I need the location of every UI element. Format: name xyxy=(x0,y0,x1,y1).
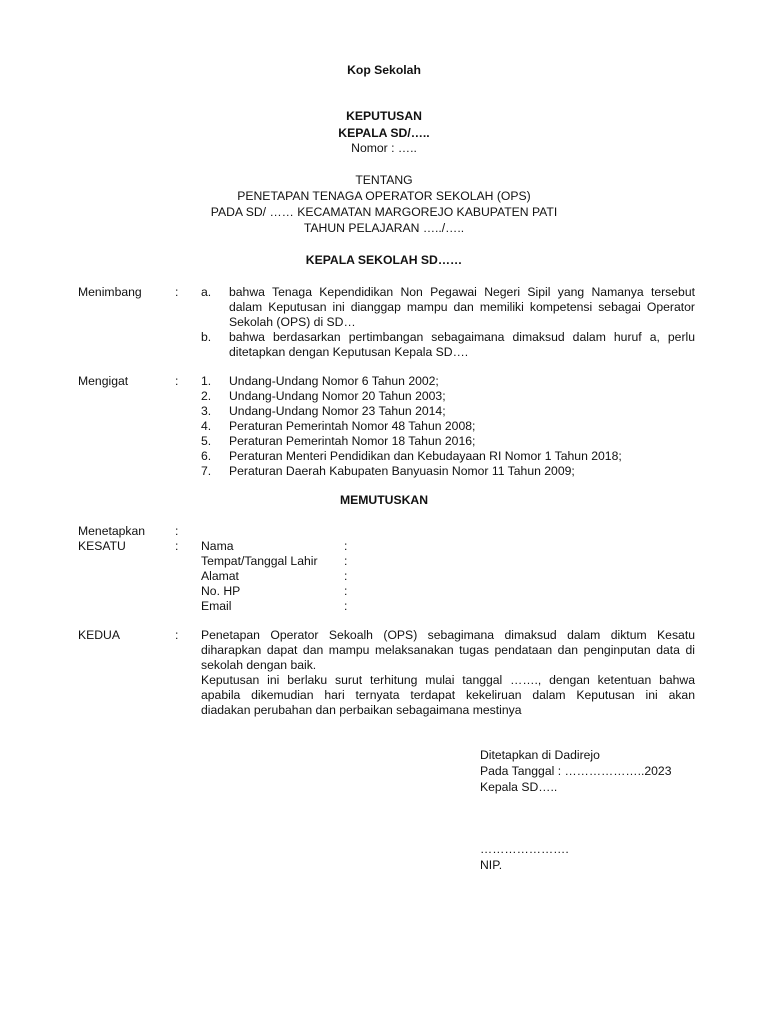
field-email-colon: : xyxy=(344,599,348,613)
kesatu-colon: : xyxy=(175,539,179,553)
field-email-label: Email xyxy=(201,599,232,613)
document-subtitle: KEPALA SD/….. xyxy=(338,126,430,140)
kedua-line-3: sekolah dengan baik. xyxy=(201,658,317,672)
menimbang-b-line-1: bahwa berdasarkan pertimbangan sebagaimana dimaksud dalam huruf a, perlu xyxy=(229,330,695,344)
menimbang-marker-a: a. xyxy=(201,285,212,299)
kedua-line-5: apabila dikemudian hari ternyata terdapat kekeliruan dalam Keputusan ini akan xyxy=(201,688,695,702)
signature-place: Ditetapkan di Dadirejo xyxy=(480,748,600,762)
tentang-label: TENTANG xyxy=(355,173,413,187)
mengigat-colon: : xyxy=(175,374,179,388)
mengigat-item-4: Peraturan Pemerintah Nomor 48 Tahun 2008; xyxy=(229,419,476,433)
subject-line-2: PADA SD/ …… KECAMATAN MARGOREJO KABUPATEN PATI xyxy=(210,205,558,219)
field-ttl-colon: : xyxy=(344,554,348,568)
mengigat-item-5: Peraturan Pemerintah Nomor 18 Tahun 2016; xyxy=(229,434,476,448)
signature-date: Pada Tanggal : ………………..2023 xyxy=(480,764,672,778)
field-nohp-label: No. HP xyxy=(201,584,241,598)
field-nohp-colon: : xyxy=(344,584,348,598)
kedua-body xyxy=(201,628,695,718)
kedua-line-4: Keputusan ini berlaku surut terhitung mulai tanggal ……., dengan ketentuan bahwa xyxy=(201,673,695,687)
menimbang-a-line-2: dalam Keputusan ini dianggap mampu dan memiliki kompetensi sebagai Operator xyxy=(229,300,695,314)
kedua-line-6: diadakan perubahan dan perbaikan sebagaimana mestinya xyxy=(201,703,522,717)
kedua-line-1: Penetapan Operator Sekoalh (OPS) sebagimana dimaksud dalam diktum Kesatu xyxy=(201,628,695,642)
mengigat-item-3: Undang-Undang Nomor 23 Tahun 2014; xyxy=(229,404,446,418)
mengigat-marker-4: 4. xyxy=(201,419,212,433)
mengigat-item-1: Undang-Undang Nomor 6 Tahun 2002; xyxy=(229,374,439,388)
subject-line-3: TAHUN PELAJARAN …../….. xyxy=(303,221,465,235)
signature-role: Kepala SD….. xyxy=(480,780,558,794)
menimbang-label: Menimbang xyxy=(78,285,142,299)
menimbang-a-line-3: Sekolah (OPS) di SD… xyxy=(229,315,356,329)
field-ttl-label: Tempat/Tanggal Lahir xyxy=(201,554,318,568)
menimbang-colon: : xyxy=(175,285,179,299)
menimbang-item-a xyxy=(229,285,695,330)
menimbang-a-line-1: bahwa Tenaga Kependidikan Non Pegawai Negeri Sipil yang Namanya tersebut xyxy=(229,285,695,299)
field-alamat-colon: : xyxy=(344,569,348,583)
kedua-line-2: diharapkan dapat dan mampu melaksanakan tugas pendataan dan penginputan data di xyxy=(201,643,695,657)
field-alamat-label: Alamat xyxy=(201,569,239,583)
mengigat-item-2: Undang-Undang Nomor 20 Tahun 2003; xyxy=(229,389,446,403)
menimbang-marker-b: b. xyxy=(201,330,212,344)
mengigat-marker-1: 1. xyxy=(201,374,212,388)
heading-kepala-sekolah: KEPALA SEKOLAH SD…… xyxy=(305,253,463,267)
menimbang-b-line-2: ditetapkan dengan Keputusan Kepala SD…. xyxy=(229,345,469,359)
mengigat-label: Mengigat xyxy=(78,374,129,388)
subject-line-1: PENETAPAN TENAGA OPERATOR SEKOLAH (OPS) xyxy=(237,189,531,203)
signature-nip: NIP. xyxy=(480,858,503,872)
kop-sekolah: Kop Sekolah xyxy=(347,63,421,77)
kedua-label: KEDUA xyxy=(78,628,120,642)
menimbang-item-b xyxy=(229,330,695,360)
mengigat-marker-7: 7. xyxy=(201,464,212,478)
heading-memutuskan: MEMUTUSKAN xyxy=(339,493,428,507)
mengigat-marker-2: 2. xyxy=(201,389,212,403)
menetapkan-label: Menetapkan xyxy=(78,524,146,538)
field-nama-colon: : xyxy=(344,539,348,553)
mengigat-item-7: Peraturan Daerah Kabupaten Banyuasin Nomor 11 Tahun 2009; xyxy=(229,464,575,478)
menetapkan-colon: : xyxy=(175,524,179,538)
kesatu-label: KESATU xyxy=(78,539,126,553)
document-number: Nomor : ….. xyxy=(351,141,417,155)
signature-name-placeholder: …………………. xyxy=(480,842,569,856)
field-nama-label: Nama xyxy=(201,539,234,553)
mengigat-marker-6: 6. xyxy=(201,449,212,463)
document-title: KEPUTUSAN xyxy=(346,109,422,123)
mengigat-item-6: Peraturan Menteri Pendidikan dan Kebudayaan RI Nomor 1 Tahun 2018; xyxy=(229,449,622,463)
mengigat-marker-3: 3. xyxy=(201,404,212,418)
kedua-colon: : xyxy=(175,628,179,642)
mengigat-marker-5: 5. xyxy=(201,434,212,448)
